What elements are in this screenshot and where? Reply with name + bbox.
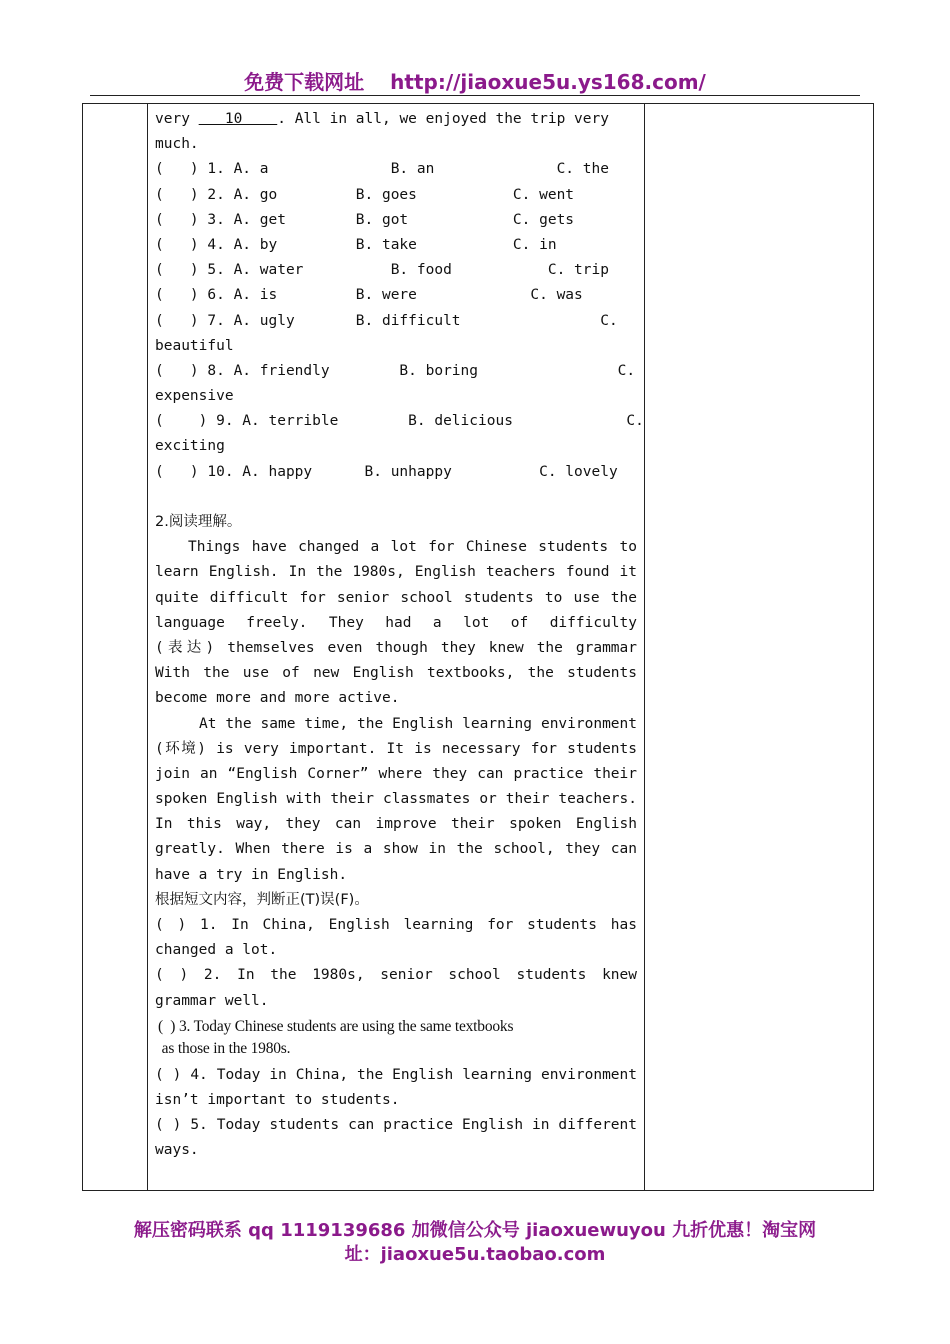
table-column-divider-right (644, 104, 645, 1190)
reading-p1-line: With the use of new English textbooks, the students (155, 665, 637, 682)
reading-p1-line: become more and more active. (155, 690, 400, 707)
tf-question-1-cont: changed a lot. (155, 942, 278, 959)
header-banner (0, 66, 950, 95)
cloze-question-4: ( ) 4. A. by B. take C. in (155, 236, 557, 253)
reading-p2-line: At the same time, the English learning environment (199, 715, 637, 732)
tf-question-5-cont: ways. (155, 1142, 199, 1159)
tf-question-4-cont: isn’t important to students. (155, 1091, 400, 1108)
reading-p2-line: join an “English Corner” where they can practice their (155, 765, 637, 782)
cloze-question-7-option-c: beautiful (155, 337, 234, 354)
exercise-content (155, 107, 644, 1164)
reading-p2-line: spoken English with their classmates or their teachers. (155, 791, 637, 808)
cloze-question-8: ( ) 8. A. friendly B. boring C. (155, 362, 636, 379)
reading-p2-line: (环境) is very important. It is necessary for students (155, 740, 637, 757)
reading-heading: 2.阅读理解。 (155, 514, 242, 530)
tf-question-2: ( ) 2. In the 1980s, senior school students knew (155, 967, 637, 984)
cloze-question-1: ( ) 1. A. a B. an C. the (155, 161, 609, 178)
table-column-divider-left (147, 104, 148, 1190)
cloze-question-9: ( ) 9. A. terrible B. delicious C. (155, 413, 644, 430)
footer-line-1: 解压密码联系 qq 1119139686 加微信公众号 jiaoxuewuyou 九折优惠！淘宝网 (133, 1220, 817, 1241)
tf-question-4: ( ) 4. Today in China, the English learning environment (155, 1066, 637, 1083)
reading-p1-line: learn English. In the 1980s, English teachers found it (155, 564, 637, 581)
cloze-question-2: ( ) 2. A. go B. goes C. went (155, 186, 575, 203)
tf-question-2-cont: grammar well. (155, 992, 269, 1009)
reading-p1-line: language freely. They had a lot of difficulty (155, 614, 637, 631)
reading-p1-line: (表达) themselves even though they knew the grammar (155, 639, 637, 656)
cloze-question-3: ( ) 3. A. get B. got C. gets (155, 211, 575, 228)
cloze-question-9-option-c: exciting (155, 438, 225, 455)
cloze-question-6: ( ) 6. A. is B. were C. was (155, 287, 583, 304)
reading-p2-line: greatly. When there is a show in the school, they can (155, 841, 637, 858)
reading-p1-line: quite difficult for senior school students to use the (155, 589, 637, 606)
header-label: 免费下载网址 (244, 70, 365, 94)
cloze-question-7: ( ) 7. A. ugly B. difficult C. (155, 312, 618, 329)
footer-line-2[interactable]: 址：jiaoxue5u.taobao.com (344, 1244, 606, 1265)
reading-p2-line: have a try in English. (155, 866, 348, 883)
cloze-question-8-option-c: expensive (155, 388, 234, 405)
reading-p1-line: Things have changed a lot for Chinese students to (188, 539, 637, 556)
cloze-lead: very 10 . All in all, we enjoyed the trip very (155, 111, 609, 127)
reading-p2-line: In this way, they can improve their spoken English (155, 816, 637, 833)
cloze-blank-10: 10 (198, 111, 278, 127)
tf-question-5: ( ) 5. Today students can practice English in different (155, 1117, 637, 1134)
cloze-question-5: ( ) 5. A. water B. food C. trip (155, 262, 609, 279)
footer-contact (0, 1219, 950, 1267)
header-divider (90, 95, 860, 96)
tf-question-1: ( ) 1. In China, English learning for students has (155, 917, 637, 933)
header-url[interactable]: http://jiaoxue5u.ys168.com/ (390, 70, 706, 94)
cloze-question-10: ( ) 10. A. happy B. unhappy C. lovely (155, 463, 618, 480)
cloze-lead-cont: much. (155, 136, 199, 153)
true-false-instruction: 根据短文内容，判断正(T)误(F)。 (155, 891, 369, 908)
tf-question-3: ( ) 3. Today Chinese students are using the same textbooks as those in the 1980s. (158, 1017, 514, 1057)
